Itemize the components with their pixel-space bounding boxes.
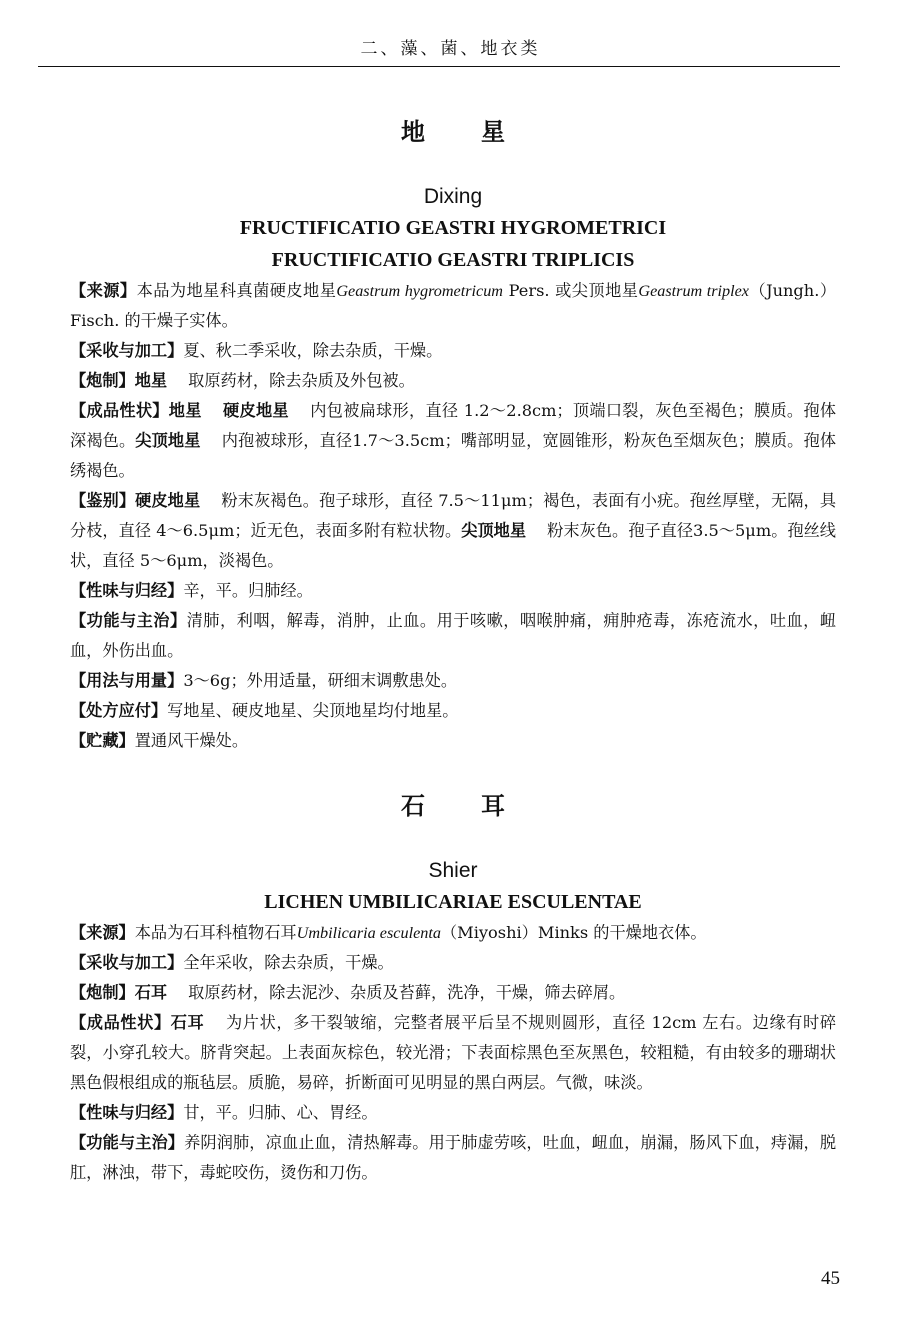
processing-paragraph bbox=[70, 978, 836, 1008]
section-label: 【炮制】 bbox=[70, 983, 135, 1002]
source-paragraph bbox=[70, 918, 836, 948]
prescription-text: 写地星、硬皮地星、尖顶地星均付地星。 bbox=[167, 701, 459, 720]
entry-latin-name: FRUCTIFICATIO GEASTRI HYGROMETRICI bbox=[239, 217, 667, 239]
section-label: 【贮藏】 bbox=[70, 731, 135, 750]
prescription-paragraph bbox=[70, 696, 836, 726]
page-number: 45 bbox=[821, 1268, 840, 1289]
section-label: 【鉴别】 bbox=[70, 491, 136, 510]
entry-pinyin: Dixing bbox=[423, 185, 483, 208]
section-label: 【来源】 bbox=[70, 923, 135, 942]
characters-text: 为片状，多干裂皱缩，完整者展平后呈不规则圆形，直径 12cm 左右。边缘有时碎裂，小穿孔较大。脐背突起。上表面灰棕色，较光滑；下表面棕黑色至灰黑色，较粗糙，有由较多的珊瑚状黑色假根组成的瓶毡层。质脆，易碎，折断面可见明显的黑白两层。气微，味淡。 bbox=[70, 1013, 837, 1092]
characters-paragraph bbox=[70, 396, 836, 486]
identification-paragraph bbox=[70, 486, 836, 576]
function-text: 养阴润肺，凉血止血，清热解毒。用于肺虚劳咳，吐血，衄血，崩漏，肠风下血，痔漏，脱肛，淋浊，带下，毒蛇咬伤，烫伤和刀伤。 bbox=[70, 1133, 837, 1182]
section-label: 【性味与归经】 bbox=[70, 581, 184, 600]
subtype-name: 硬皮地星 bbox=[135, 491, 201, 510]
source-text: 本品为石耳科植物石耳 bbox=[134, 923, 297, 942]
processing-text: 取原药材，除去杂质及外包被。 bbox=[188, 371, 415, 390]
characters-paragraph bbox=[70, 1008, 836, 1098]
species-name: Umbilicaria esculenta bbox=[296, 924, 441, 942]
harvest-text: 夏、秋二季采收，除去杂质，干燥。 bbox=[183, 341, 443, 360]
section-label: 【成品性状】 bbox=[70, 401, 169, 420]
processing-paragraph bbox=[70, 366, 836, 396]
species-name: Geastrum hygrometricum bbox=[336, 282, 503, 300]
characters-text: 内孢被球形，直径1.7～3.5cm；嘴部明显，宽圆锥形，粉灰色至烟灰色；膜质。孢体绣褐色。 bbox=[70, 431, 837, 480]
identification-text: 粉末灰色。孢子直径3.5～5μm。孢丝线状，直径 5～6μm，淡褐色。 bbox=[70, 521, 836, 570]
processing-text: 取原药材，除去泥沙、杂质及苔藓，洗净，干燥，筛去碎屑。 bbox=[188, 983, 626, 1002]
harvest-paragraph bbox=[70, 948, 836, 978]
identification-text: 粉末灰褐色。孢子球形，直径 7.5～11μm；褐色，表面有小疣。孢丝厚壁，无隔，具分枝，直径 4～6.5μm；近无色，表面多附有粒状物。 bbox=[70, 491, 837, 540]
function-text: 清肺，利咽，解毒，消肿，止血。用于咳嗽，咽喉肿痛，痈肿疮毒，冻疮流水，吐血，衄血，外伤出血。 bbox=[70, 611, 837, 660]
source-text: Pers. 或尖顶地星 bbox=[503, 281, 639, 300]
section-label: 【功能与主治】 bbox=[70, 611, 187, 630]
nature-paragraph bbox=[70, 576, 836, 606]
storage-text: 置通风干燥处。 bbox=[134, 731, 249, 750]
function-paragraph bbox=[70, 1128, 836, 1188]
entry-pinyin: Shier bbox=[428, 859, 478, 882]
harvest-text: 全年采收，除去杂质，干燥。 bbox=[183, 953, 394, 972]
source-text: 本品为地星科真菌硬皮地星 bbox=[136, 281, 337, 300]
source-paragraph bbox=[70, 276, 836, 336]
subtype-name: 硬皮地星 bbox=[222, 401, 289, 420]
subtype-name: 尖顶地星 bbox=[135, 431, 201, 450]
section-label: 【处方应付】 bbox=[70, 701, 168, 720]
entry-latin-name: FRUCTIFICATIO GEASTRI TRIPLICIS bbox=[271, 249, 635, 271]
characters-text: 内包被扁球形，直径 1.2～2.8cm；顶端口裂，灰色至褐色；膜质。孢体深褐色。 bbox=[70, 401, 837, 450]
function-paragraph bbox=[70, 606, 836, 666]
section-label: 【成品性状】 bbox=[70, 1013, 171, 1032]
subtype-name: 尖顶地星 bbox=[461, 521, 527, 540]
nature-text: 辛，平。归肺经。 bbox=[183, 581, 313, 600]
harvest-paragraph bbox=[70, 336, 836, 366]
section-label: 【炮制】 bbox=[70, 371, 135, 390]
section-label: 【功能与主治】 bbox=[70, 1133, 185, 1152]
section-label: 【性味与归经】 bbox=[70, 1103, 184, 1122]
usage-text: 3～6g；外用适量，研细末调敷患处。 bbox=[183, 671, 458, 690]
section-label: 【用法与用量】 bbox=[70, 671, 184, 690]
source-text: （Miyoshi）Minks 的干燥地衣体。 bbox=[440, 923, 707, 942]
running-head: 二、藻、菌、地衣类 bbox=[360, 39, 541, 59]
entry-latin-name: LICHEN UMBILICARIAE ESCULENTAE bbox=[264, 891, 642, 913]
entry-shier bbox=[70, 786, 836, 1188]
nature-paragraph bbox=[70, 1098, 836, 1128]
entry-dixing bbox=[70, 112, 836, 756]
entry-title: 石耳 bbox=[401, 791, 561, 820]
nature-text: 甘，平。归肺、心、胃经。 bbox=[183, 1103, 378, 1122]
section-label: 【采收与加工】 bbox=[70, 953, 184, 972]
section-label: 【采收与加工】 bbox=[70, 341, 184, 360]
section-label: 【来源】 bbox=[70, 281, 137, 300]
source-text: （Jungh.）Fisch. 的干燥子实体。 bbox=[70, 281, 837, 330]
storage-paragraph bbox=[70, 726, 836, 756]
drug-name: 石耳 bbox=[170, 1013, 205, 1032]
drug-name: 地星 bbox=[134, 371, 168, 390]
usage-paragraph bbox=[70, 666, 836, 696]
drug-name: 石耳 bbox=[134, 983, 168, 1002]
species-name: Geastrum triplex bbox=[638, 282, 749, 300]
header-rule bbox=[38, 66, 840, 67]
drug-name: 地星 bbox=[168, 401, 202, 420]
page-content bbox=[70, 112, 836, 1188]
entry-title: 地星 bbox=[401, 117, 561, 146]
